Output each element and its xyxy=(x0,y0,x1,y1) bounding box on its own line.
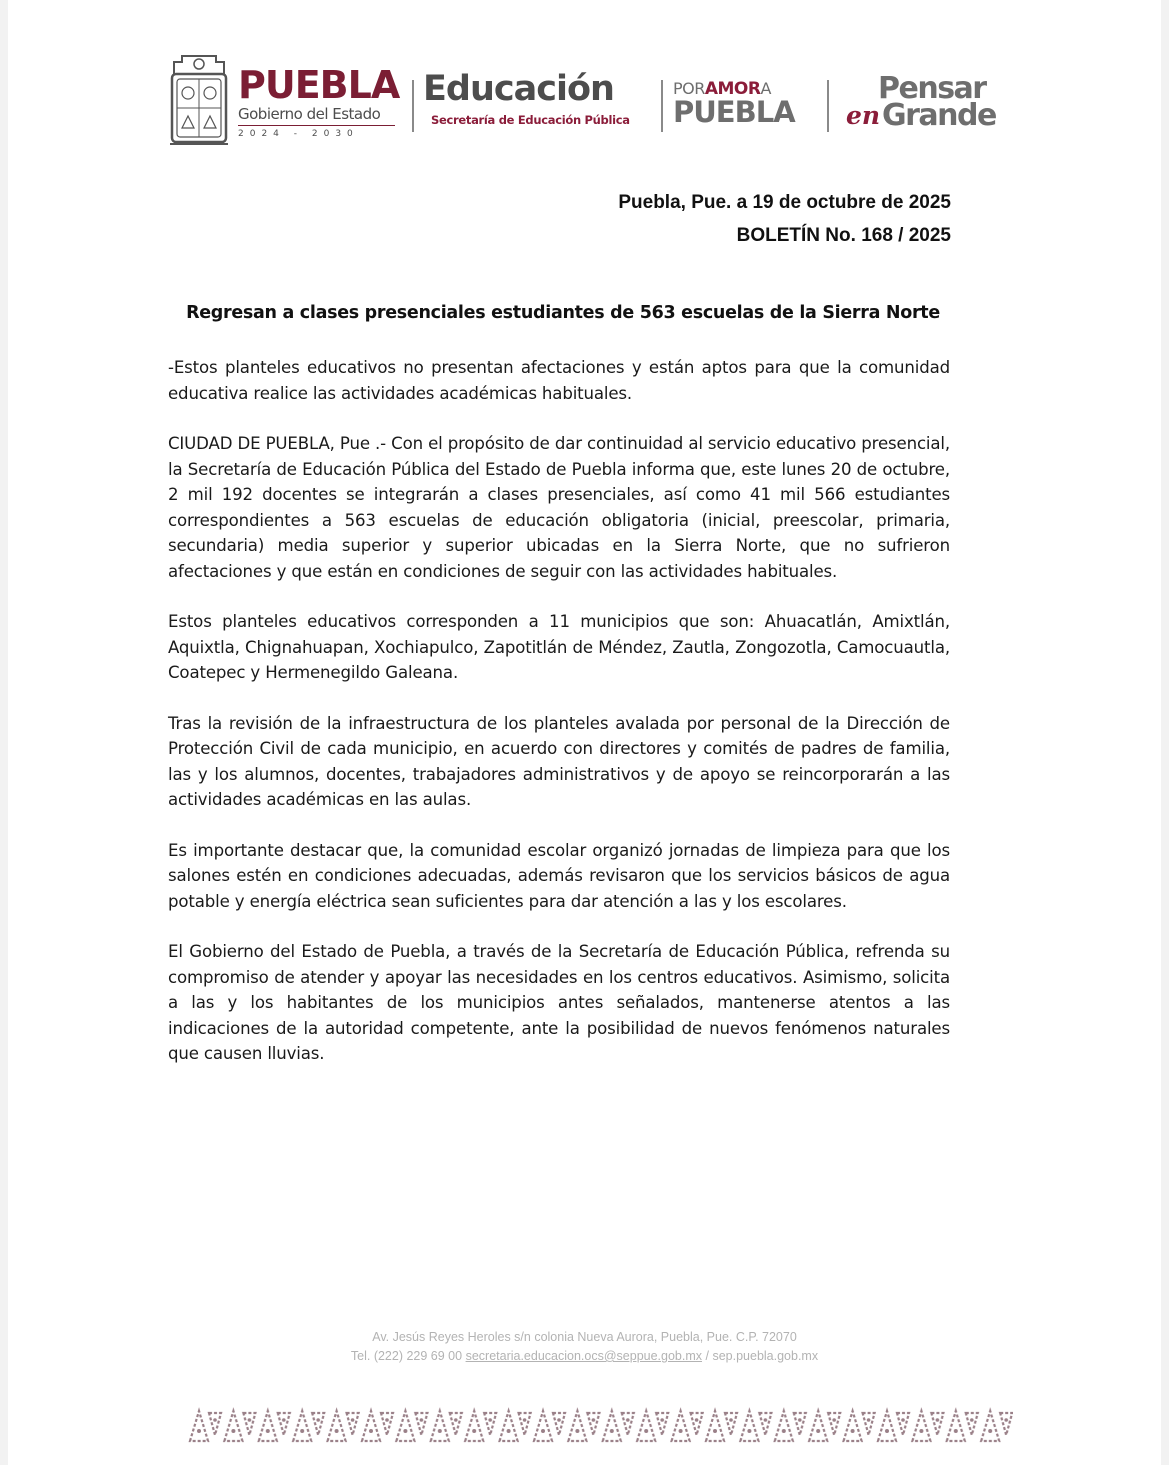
logo-gobierno-text: Gobierno del Estado xyxy=(238,105,395,126)
body-paragraph: Tras la revisión de la infraestructura de los planteles avalada por personal de la Dirección de Protección Civil de cada municipio, en acuerdo con directores y comités de padres de familia, las y los alumnos, docentes, trabajadores administrativos y de apoyo se reincorporarán a las actividades académicas en las aulas. xyxy=(168,713,950,809)
body-paragraph: Es importante destacar que, la comunidad escolar organizó jornadas de limpieza para que los salones estén en condiciones adecuadas, además revisaron que los servicios básicos de agua potable y energía eléctrica sean suficientes para dar atención a las y los escolares. xyxy=(168,840,950,911)
footer-email-link[interactable]: secretaria.educacion.ocs@seppue.gob.mx xyxy=(465,1349,703,1363)
logo-amor-text: AMOR xyxy=(704,79,761,99)
logo-divider xyxy=(412,80,414,132)
document-page xyxy=(8,0,1161,1465)
bulletin-number: BOLETÍN No. 168 / 2025 xyxy=(736,225,951,246)
logo-a-text: A xyxy=(760,79,771,98)
puebla-government-logo xyxy=(238,63,400,139)
logo-secretaria-text: Secretaría de Educación Pública xyxy=(431,113,630,127)
body-paragraph: Estos planteles educativos corresponden a 11 municipios que son: Ahuacatlán, Amixtlán, Aquixtla, Chignahuapan, Xochiapulco, Zapotitlán de Méndez, Zautla, Zongozotla, Camocuautla, Coatepec y Hermenegildo Galeana. xyxy=(168,612,950,682)
logo-por-text: POR xyxy=(673,79,705,98)
educacion-logo xyxy=(423,70,645,127)
por-amor-a-puebla-logo xyxy=(673,80,818,127)
logo-puebla-text: PUEBLA xyxy=(238,63,400,107)
footer-contact-line xyxy=(8,1347,1161,1366)
bulletin-body xyxy=(168,355,950,1092)
footer-website-link[interactable]: sep.puebla.gob.mx xyxy=(712,1349,819,1363)
logo-divider xyxy=(661,80,663,132)
footer xyxy=(8,1328,1161,1366)
bulletin-meta xyxy=(618,186,951,252)
logo-educacion-text: Educación xyxy=(423,69,614,109)
page-title: Regresan a clases presenciales estudiantes de 563 escuelas de la Sierra Norte xyxy=(186,303,940,323)
footer-separator: / xyxy=(705,1349,709,1363)
footer-address: Av. Jesús Reyes Heroles s/n colonia Nueva Aurora, Puebla, Pue. C.P. 72070 xyxy=(372,1330,797,1344)
logo-pensar-text: Pensar xyxy=(878,71,986,106)
decorative-pattern-border xyxy=(188,1405,1013,1445)
logo-divider xyxy=(827,80,829,132)
body-paragraph: El Gobierno del Estado de Puebla, a través de la Secretaría de Educación Pública, refrenda su compromiso de atender y apoyar las necesidades en los centros educativos. Asimismo, solicita a las y los habitantes de los municipios antes señalados, mantenerse atentos a las indicaciones de la autoridad competente, ante la posibilidad de nuevos fenómenos naturales que causen lluvias. xyxy=(168,942,950,1063)
logo-years-text: 2024 - 2030 xyxy=(238,129,359,139)
logo-grande-text: Grande xyxy=(882,98,996,133)
date-line: Puebla, Pue. a 19 de octubre de 2025 xyxy=(618,192,951,213)
footer-phone: Tel. (222) 229 69 00 xyxy=(350,1349,463,1363)
body-paragraph: CIUDAD DE PUEBLA, Pue .- Con el propósito de dar continuidad al servicio educativo presencial, la Secretaría de Educación Pública del Estado de Puebla informa que, este lunes 20 de octubre, 2 mil 192 docentes se integrarán a clases presenciales, así como 41 mil 566 estudiantes correspondientes a 563 escuelas de educación obligatoria (inicial, preescolar, primaria, secundaria) media superior y superior ubicadas en la Sierra Norte, que no sufrieron afectaciones y que están en condiciones de seguir con las actividades habituales. xyxy=(168,434,950,581)
coat-of-arms-icon xyxy=(168,52,230,150)
summary-paragraph: -Estos planteles educativos no presentan afectaciones y están aptos para que la comunidad educativa realice las actividades académicas habituales. xyxy=(168,358,950,403)
logo-amor-puebla-text: PUEBLA xyxy=(673,95,795,129)
header-logos xyxy=(168,52,1018,152)
logo-en-text: en xyxy=(846,101,881,130)
pensar-en-grande-logo xyxy=(838,71,1023,144)
